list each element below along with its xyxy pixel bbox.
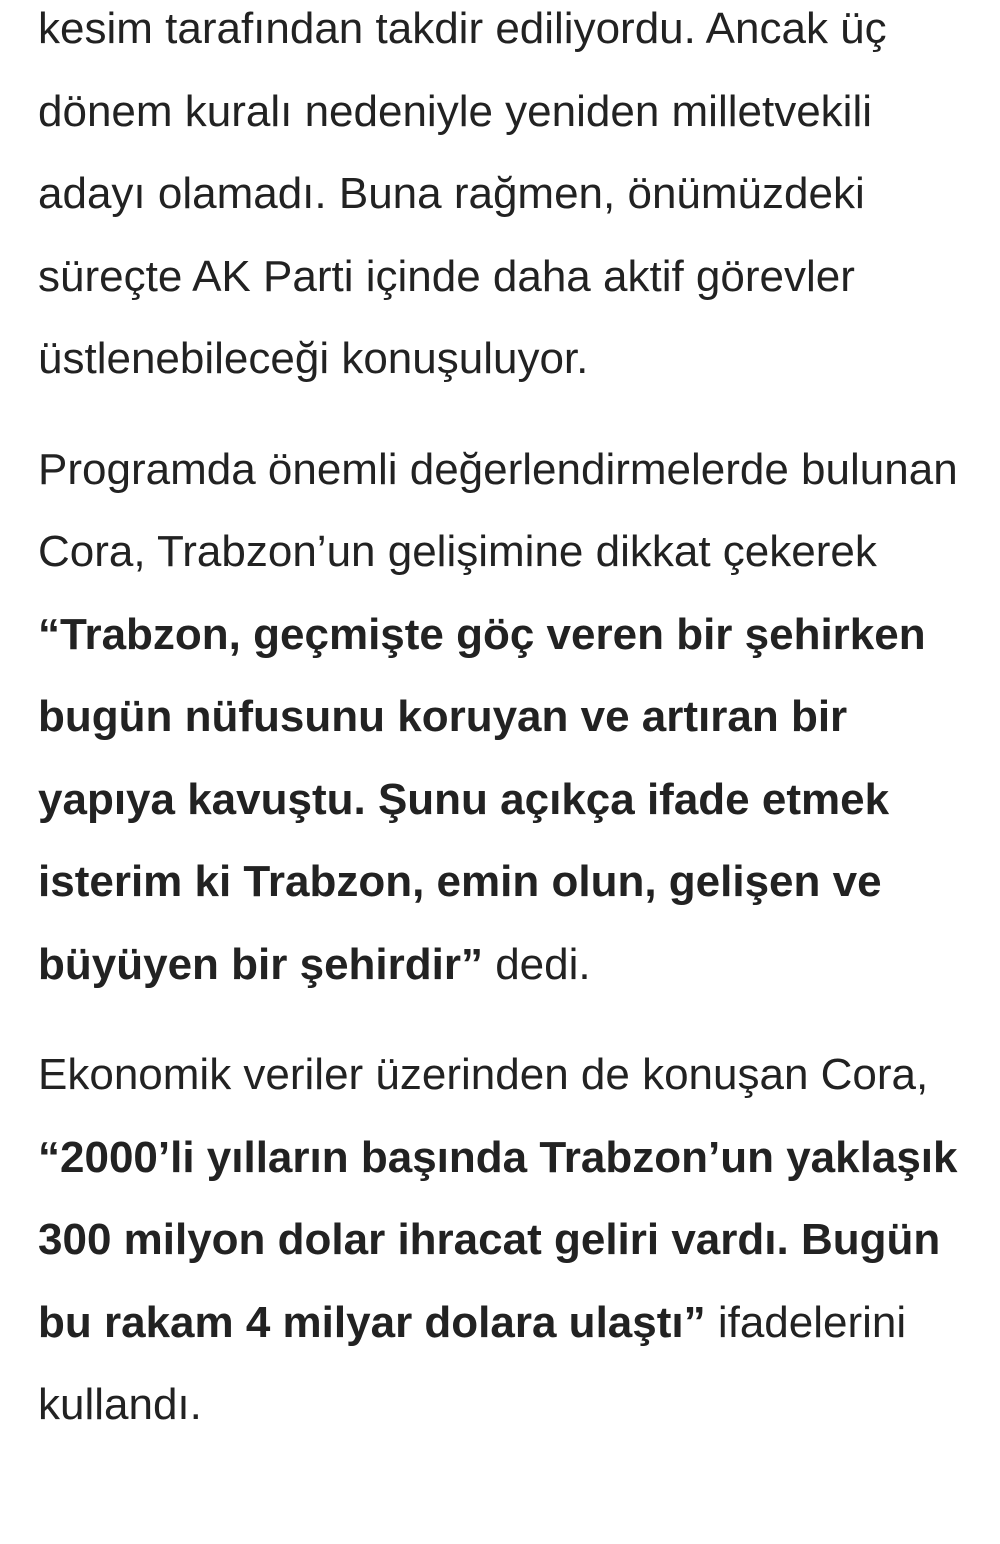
paragraph-tail: ifadelerini kullandı. [38,1297,907,1429]
paragraph-trabzon-gelisim [38,429,988,1007]
paragraph-text: kesim tarafından takdir ediliyordu. Ancak üç dönem kuralı nedeniyle yeniden milletvekili adayı olamadı. Buna rağmen, önümüzdeki süreçte AK Parti içinde daha aktif görevler üstlenebileceği konuşuluyor. [38,4,887,383]
quote-trabzon-gelisim: “Trabzon, geçmişte göç veren bir şehirken bugün nüfusunu koruyan ve artıran bir yapıya kavuştu. Şunu açıkça ifade etmek isterim ki Trabzon, emin olun, gelişen ve büyüyen bir şehirdir” [38,609,926,989]
paragraph-ekonomik-veriler [38,1034,988,1447]
quote-ihracat-geliri: “2000’li yılların başında Trabzon’un yaklaşık 300 milyon dolar ihracat geliri vardı. Bugün bu rakam 4 milyar dolara ulaştı” [38,1132,958,1347]
paragraph-lead: Ekonomik veriler üzerinden de konuşan Cora, [38,1050,929,1099]
paragraph-aday-durumu [38,0,988,401]
paragraph-lead: Programda önemli değerlendirmelerde bulunan Cora, Trabzon’un gelişimine dikkat çekerek [38,444,958,576]
paragraph-tail: dedi. [482,939,591,989]
article-body [38,0,988,1475]
